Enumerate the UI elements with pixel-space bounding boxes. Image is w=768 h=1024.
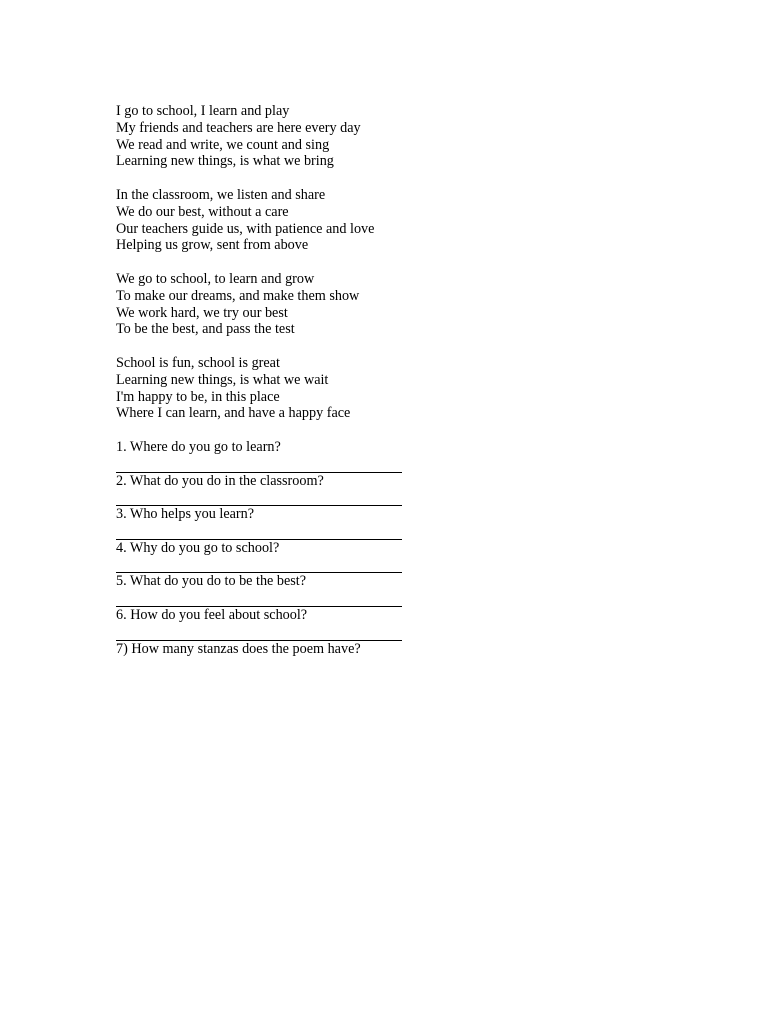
poem-line: We work hard, we try our best [116, 304, 288, 321]
poem-line: School is fun, school is great [116, 354, 280, 371]
answer-line[interactable] [116, 557, 402, 574]
poem-line: Helping us grow, sent from above [116, 237, 309, 254]
answer-line[interactable] [116, 624, 402, 641]
poem-line: We do our best, without a care [116, 203, 289, 220]
poem-line: Where I can learn, and have a happy face [116, 405, 351, 422]
poem-stanza-4 [116, 355, 716, 422]
answer-line[interactable] [116, 489, 402, 506]
poem-stanza-3 [116, 271, 716, 338]
question-text: 7) How many stanzas does the poem have? [116, 640, 361, 657]
poem-line: In the classroom, we listen and share [116, 186, 326, 203]
question-text: 4. Why do you go to school? [116, 539, 280, 556]
poem-stanza-2 [116, 187, 716, 254]
question-text: 3. Who helps you learn? [116, 506, 255, 523]
poem-line: Learning new things, is what we bring [116, 153, 334, 170]
poem-line: To be the best, and pass the test [116, 321, 295, 338]
worksheet-content [116, 103, 716, 657]
answer-line[interactable] [116, 590, 402, 607]
question-text: 6. How do you feel about school? [116, 606, 308, 623]
poem-line: We read and write, we count and sing [116, 136, 330, 153]
poem-line: To make our dreams, and make them show [116, 287, 360, 304]
poem-line: I go to school, I learn and play [116, 103, 290, 119]
answer-line[interactable] [116, 523, 402, 540]
poem-stanza-1 [116, 103, 716, 170]
question-text: 5. What do you do to be the best? [116, 573, 307, 590]
poem-line: Learning new things, is what we wait [116, 371, 329, 388]
question-text: 1. Where do you go to learn? [116, 438, 281, 455]
question-text: 2. What do you do in the classroom? [116, 472, 324, 489]
poem-line: We go to school, to learn and grow [116, 270, 315, 287]
poem-line: I'm happy to be, in this place [116, 388, 280, 405]
poem-line: Our teachers guide us, with patience and love [116, 220, 375, 237]
poem [116, 103, 716, 422]
poem-line: My friends and teachers are here every day [116, 119, 361, 136]
answer-line[interactable] [116, 456, 402, 473]
questions-list [116, 439, 716, 657]
